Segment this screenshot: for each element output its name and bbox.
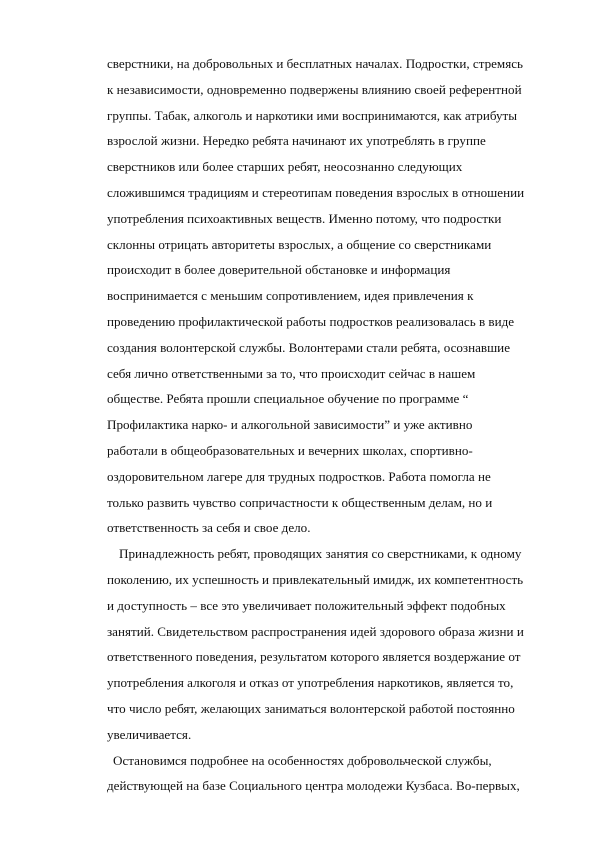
text-line: обществе. Ребята прошли специальное обучение по программе “ [107, 391, 469, 407]
text-line: сверстников или более старших ребят, неосознанно следующих [107, 159, 463, 175]
text-line: увеличивается. [107, 726, 192, 742]
text-line: проведению профилактической работы подростков реализовалась в виде [107, 313, 515, 329]
text-line: к независимости, одновременно подвержены влиянию своей референтной [107, 81, 522, 97]
text-line: что число ребят, желающих заниматься волонтерской работой постоянно [107, 700, 515, 716]
body-text [107, 51, 567, 799]
text-line: взрослой жизни. Нередко ребята начинают их употреблять в группе [107, 133, 486, 149]
text-line: занятий. Свидетельством распространения идей здорового образа жизни и [107, 623, 524, 639]
text-line: и доступность – все это увеличивает положительный эффект подобных [107, 597, 506, 613]
text-line: ответственность за себя и свое дело. [107, 520, 311, 536]
text-line: группы. Табак, алкоголь и наркотики ими воспринимаются, как атрибуты [107, 107, 518, 123]
text-line: употребления психоактивных веществ. Именно потому, что подростки [107, 210, 502, 226]
text-line: Остановимся подробнее на особенностях добровольческой службы, [113, 752, 492, 768]
text-line: Принадлежность ребят, проводящих занятия со сверстниками, к одному [119, 546, 522, 562]
text-line: ответственного поведения, результатом которого является воздержание от [107, 649, 521, 665]
text-line: действующей на базе Социального центра молодежи Кузбаса. Во-первых, [107, 778, 520, 794]
text-line: сверстники, на добровольных и бесплатных началах. Подростки, стремясь [107, 56, 524, 71]
text-line: себя лично ответственными за то, что происходит сейчас в нашем [107, 365, 476, 381]
text-line: только развить чувство сопричастности к общественным делам, но и [107, 494, 493, 510]
text-line: Профилактика нарко- и алкогольной зависимости” и уже активно [107, 417, 473, 433]
text-line: воспринимается с меньшим сопротивлением, идея привлечения к [107, 288, 474, 304]
text-line: происходит в более доверительной обстановке и информация [107, 262, 451, 278]
text-line: создания волонтерской службы. Волонтерами стали ребята, осознавшие [107, 339, 511, 355]
text-line: поколению, их успешность и привлекательный имидж, их компетентность [107, 571, 524, 587]
text-line: сложившимся традициям и стереотипам поведения взрослых в отношении [107, 184, 525, 200]
text-line: склонны отрицать авторитеты взрослых, а общение со сверстниками [107, 236, 492, 252]
text-line: оздоровительном лагере для трудных подростков. Работа помогла не [107, 468, 491, 484]
text-line: работали в общеобразовательных и вечерних школах, спортивно- [107, 442, 473, 458]
text-line: употребления алкоголя и отказ от употребления наркотиков, является то, [107, 675, 514, 691]
